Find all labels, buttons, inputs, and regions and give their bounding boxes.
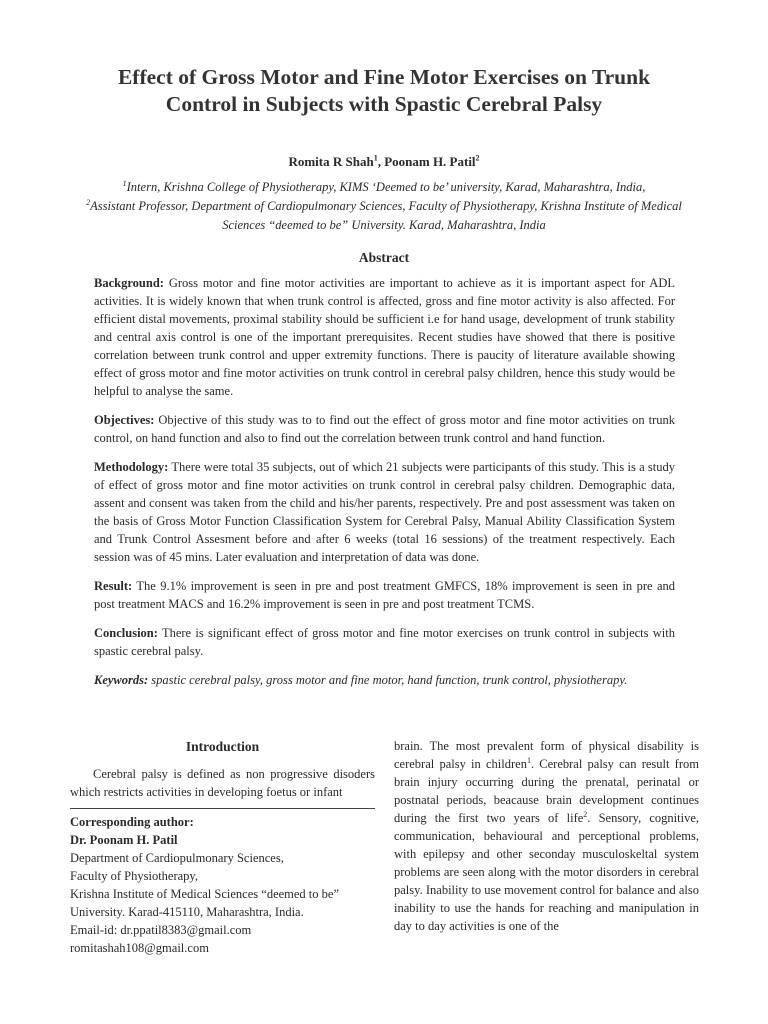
- author-1-affiliation-mark: 1: [373, 153, 378, 163]
- keywords-label: Keywords:: [94, 673, 149, 687]
- objectives-text: Objective of this study was to to find out the effect of gross motor and fine motor activities on trunk control, on hand function and also to find out the correlation between trunk control and hand function.: [94, 413, 675, 445]
- abstract-keywords: [94, 671, 675, 689]
- abstract-result: [94, 577, 675, 613]
- intro-text-part-2: . Cerebral palsy can result from brain injury occurring during the prenatal, perinatal or postnatal periods, beacause brain development continues during the first two years of life: [394, 757, 699, 825]
- author-separator: ,: [377, 154, 385, 169]
- abstract-body: [94, 274, 675, 700]
- background-text: Gross motor and fine motor activities are important to achieve as it is important aspect for ADL activities. It is widely known that when trunk control is affected, gross and fine motor activity is also affected. For efficient distal movements, proximal stability should be sufficient i.e for hand usage, development of trunk stability and central axis control is one of the important prerequisites. Recent studies have showed that there is positive correlation between trunk control and upper extremity functions. There is paucity of literature available showing effect of gross motor and fine motor activities on trunk control in cerebral palsy children, hence this study would be helpful to analyse the same.: [94, 276, 675, 398]
- corresponding-email-2: romitashah108@gmail.com: [70, 941, 209, 955]
- abstract-objectives: [94, 411, 675, 447]
- author-2-affiliation-mark: 2: [475, 153, 480, 163]
- affiliation-1: [70, 178, 698, 197]
- affiliation-2-text: Assistant Professor, Department of Cardiopulmonary Sciences, Faculty of Physiotherapy, Krishna Institute of Medical Sciences “deemed to be” University. Karad, Maharashtra, India: [90, 199, 682, 232]
- intro-text-part-1: brain. The most prevalent form of physical disability is cerebral palsy in children: [394, 739, 699, 771]
- title-line-1: Effect of Gross Motor and Fine Motor Exercises on Trunk: [117, 65, 651, 89]
- intro-text-part-3: . Sensory, cognitive, communication, behavioural and perceptional problems, with epilepsy and other seconday musculoskeltal system problems are seen along with the motor disorders in cerebral palsy. Inability to use movement control for balance and also inability to use the hands for reaching and manipulation in day to day activities is one of the: [394, 811, 700, 933]
- conclusion-text: There is significant effect of gross motor and fine motor exercises on trunk control in subjects with spastic cerebral palsy.: [94, 626, 675, 658]
- citation-1: 1: [526, 755, 531, 765]
- title-line-2: Control in Subjects with Spastic Cerebral Palsy: [165, 92, 603, 116]
- introduction-left-column: [70, 738, 375, 801]
- author-2: Poonam H. Patil: [384, 154, 476, 169]
- conclusion-label: Conclusion:: [94, 626, 158, 640]
- corresponding-name: Dr. Poonam H. Patil: [70, 833, 178, 847]
- result-label: Result:: [94, 579, 133, 593]
- background-label: Background:: [94, 276, 164, 290]
- paper-title: [60, 64, 708, 118]
- abstract-heading: Abstract: [358, 250, 410, 265]
- result-text: The 9.1% improvement is seen in pre and post treatment GMFCS, 18% improvement is seen in pre and post treatment MACS and 16.2% improvement is seen in pre and post treatment TCMS.: [94, 579, 675, 611]
- introduction-right-column: [394, 737, 699, 935]
- affiliation-2-mark: 2: [86, 197, 91, 207]
- author-list: [60, 154, 708, 170]
- introduction-paragraph-start: Cerebral palsy is defined as non progressive disoders which restricts activities in developing foetus or infant: [70, 767, 375, 799]
- keywords-text: spastic cerebral palsy, gross motor and fine motor, hand function, trunk control, physiotherapy.: [151, 673, 628, 687]
- author-1: Romita R Shah: [288, 154, 374, 169]
- corresponding-heading: Corresponding author:: [70, 815, 194, 829]
- corresponding-address-line-4: University. Karad-415110, Maharashtra, India.: [70, 905, 304, 919]
- corresponding-author-block: [70, 813, 380, 957]
- affiliation-1-text: Intern, Krishna College of Physiotherapy, KIMS ‘Deemed to be’ university, Karad, Maharashtra, India,: [126, 180, 646, 194]
- corresponding-email-1: Email-id: dr.ppatil8383@gmail.com: [70, 923, 252, 937]
- introduction-paragraph-continued: [394, 737, 699, 935]
- abstract-background: [94, 274, 675, 400]
- methodology-label: Methodology:: [94, 460, 169, 474]
- corresponding-address-line-2: Faculty of Physiotherapy,: [70, 869, 198, 883]
- introduction-heading: Introduction: [185, 739, 260, 754]
- affiliation-2: [70, 197, 698, 235]
- objectives-label: Objectives:: [94, 413, 155, 427]
- citation-2: 2: [583, 809, 588, 819]
- methodology-text: There were total 35 subjects, out of which 21 subjects were participants of this study. This is a study of effect of gross motor and fine motor activities on trunk control in cerebral palsy children. Demographic data, assent and consent was taken from the child and his/her parents, respectively. Pre and post assessment was taken on the basis of Gross Motor Function Classification System for Cerebral Palsy, Manual Ability Classification System and Trunk Control Assesment before and after 6 weeks (total 16 sessions) of the treatment respectively. Each session was of 45 mins. Later evaluation and interpretation of data was done.: [94, 460, 675, 564]
- affiliation-1-mark: 1: [122, 178, 127, 188]
- corresponding-address-line-3: Krishna Institute of Medical Sciences “deemed to be”: [70, 887, 340, 901]
- footnote-divider: [70, 808, 375, 809]
- abstract-conclusion: [94, 624, 675, 660]
- abstract-methodology: [94, 458, 675, 566]
- corresponding-address-line-1: Department of Cardiopulmonary Sciences,: [70, 851, 284, 865]
